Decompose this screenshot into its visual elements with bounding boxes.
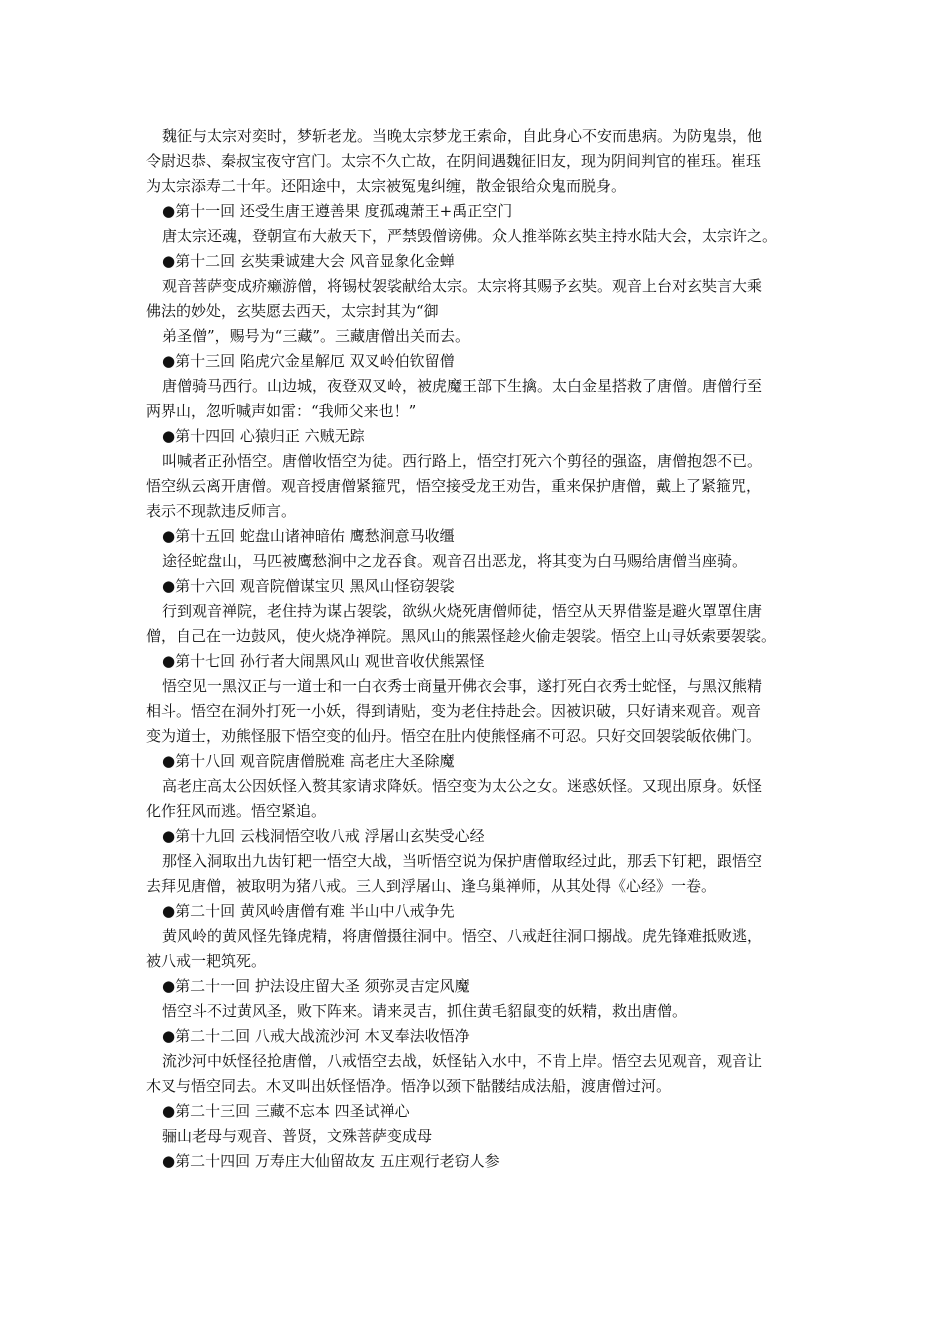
paragraph-line: 途径蛇盘山，马匹被鹰愁涧中之龙吞食。观音召出恶龙，将其变为白马赐给唐僧当座骑。 bbox=[162, 552, 748, 570]
paragraph-line: 观音菩萨变成疥癞游僧，将锡杖袈裟献给太宗。太宗将其赐予玄奘。观音上台对玄奘言大乘 bbox=[162, 277, 763, 295]
chapter-heading: ●第十二回 玄奘秉诚建大会 风音显象化金蝉 bbox=[162, 252, 455, 270]
paragraph-line: 悟空纵云离开唐僧。观音授唐僧紧箍咒，悟空接受龙王劝告，重来保护唐僧，戴上了紧箍咒， bbox=[146, 477, 762, 495]
document-body bbox=[146, 124, 816, 1174]
paragraph-line: 两界山，忽听喊声如雷：“我师父来也！” bbox=[146, 402, 417, 420]
paragraph-line: 化作狂风而逃。悟空紧追。 bbox=[146, 802, 327, 820]
paragraph-line: 为太宗添寿二十年。还阳途中，太宗被冤鬼纠缠，散金银给众鬼而脱身。 bbox=[146, 177, 627, 195]
chapter-heading: ●第十九回 云栈洞悟空收八戒 浮屠山玄奘受心经 bbox=[162, 827, 485, 845]
chapter-heading: ●第十五回 蛇盘山诸神暗佑 鹰愁涧意马收缰 bbox=[162, 527, 455, 545]
chapter-heading: ●第十四回 心猿归正 六贼无踪 bbox=[162, 427, 365, 445]
paragraph-line: 弟圣僧”，赐号为“三藏”。三藏唐僧出关而去。 bbox=[162, 327, 471, 345]
chapter-heading: ●第二十四回 万寿庄大仙留故友 五庄观行老窃人参 bbox=[162, 1152, 500, 1170]
paragraph-line: 那怪入洞取出九齿钉耙一悟空大战，当听悟空说为保护唐僧取经过此，那丢下钉耙，跟悟空 bbox=[162, 852, 763, 870]
paragraph-line: 悟空见一黑汉正与一道士和一白衣秀士商量开佛衣会事，遂打死白衣秀士蛇怪，与黑汉熊精 bbox=[162, 677, 763, 695]
paragraph-line: 黄风岭的黄风怪先锋虎精，将唐僧摄往洞中。悟空、八戒赶往洞口搦战。虎先锋难抵败逃， bbox=[162, 927, 763, 945]
paragraph-line: 叫喊者正孙悟空。唐僧收悟空为徒。西行路上，悟空打死六个剪径的强盗，唐僧抱怨不已。 bbox=[162, 452, 763, 470]
paragraph-line: 唐僧骑马西行。山边城，夜登双叉岭，被虎魔王部下生擒。太白金星搭救了唐僧。唐僧行至 bbox=[162, 377, 763, 395]
paragraph-line: 变为道士，劝熊怪服下悟空变的仙丹。悟空在肚内使熊怪痛不可忍。只好交回袈裟皈依佛门。 bbox=[146, 727, 762, 745]
paragraph-line: 流沙河中妖怪径抢唐僧，八戒悟空去战，妖怪钻入水中，不肯上岸。悟空去见观音，观音让 bbox=[162, 1052, 763, 1070]
chapter-heading: ●第二十三回 三藏不忘本 四圣试禅心 bbox=[162, 1102, 410, 1120]
chapter-heading: ●第十三回 陷虎穴金星解厄 双叉岭伯钦留僧 bbox=[162, 352, 455, 370]
paragraph-line: 令尉迟恭、秦叔宝夜守宫门。太宗不久亡故，在阴间遇魏征旧友，现为阴间判官的崔珏。崔珏 bbox=[146, 152, 762, 170]
paragraph-line: 被八戒一耙筑死。 bbox=[146, 952, 267, 970]
paragraph-line: 行到观音禅院，老住持为谋占袈裟，欲纵火烧死唐僧师徒，悟空从天界借鉴是避火罩罩住唐 bbox=[162, 602, 763, 620]
paragraph-line: 悟空斗不过黄风圣，败下阵来。请来灵吉，抓住黄毛貂鼠变的妖精，救出唐僧。 bbox=[162, 1002, 688, 1020]
chapter-heading: ●第十八回 观音院唐僧脱难 高老庄大圣除魔 bbox=[162, 752, 455, 770]
paragraph-line: 相斗。悟空在洞外打死一小妖，得到请贴，变为老住持赴会。因被识破，只好请来观音。观音 bbox=[146, 702, 762, 720]
paragraph-line: 佛法的妙处，玄奘愿去西天，太宗封其为“御 bbox=[146, 302, 439, 320]
paragraph-line: 高老庄高太公因妖怪入赘其家请求降妖。悟空变为太公之女。迷惑妖怪。又现出原身。妖怪 bbox=[162, 777, 763, 795]
paragraph-line: 魏征与太宗对奕时，梦斩老龙。当晚太宗梦龙王索命，自此身心不安而患病。为防鬼祟，他 bbox=[162, 127, 763, 145]
paragraph-line: 唐太宗还魂，登朝宣布大赦天下，严禁毁僧谤佛。众人推举陈玄奘主持水陆大会，太宗许之。 bbox=[162, 227, 778, 245]
paragraph-line: 木叉与悟空同去。木叉叫出妖怪悟净。悟净以颈下骷髅结成法船，渡唐僧过河。 bbox=[146, 1077, 672, 1095]
chapter-heading: ●第十六回 观音院僧谋宝贝 黑风山怪窃袈裟 bbox=[162, 577, 455, 595]
chapter-heading: ●第十七回 孙行者大闹黑风山 观世音收伏熊罴怪 bbox=[162, 652, 485, 670]
chapter-heading: ●第二十二回 八戒大战流沙河 木叉奉法收悟净 bbox=[162, 1027, 470, 1045]
paragraph-line: 表示不现款违反师言。 bbox=[146, 502, 297, 520]
paragraph-line: 僧，自己在一边鼓风，使火烧净禅院。黑风山的熊罴怪趁火偷走袈裟。悟空上山寻妖索要袈裟。 bbox=[146, 627, 777, 645]
paragraph-line: 骊山老母与观音、普贤，文殊菩萨变成母 bbox=[162, 1127, 433, 1145]
paragraph-line: 去拜见唐僧，被取明为猪八戒。三人到浮屠山、逢乌巢禅师，从其处得《心经》一卷。 bbox=[146, 877, 717, 895]
chapter-heading: ●第二十回 黄风岭唐僧有难 半山中八戒争先 bbox=[162, 902, 455, 920]
chapter-heading: ●第二十一回 护法设庄留大圣 须弥灵吉定风魔 bbox=[162, 977, 470, 995]
chapter-heading: ●第十一回 还受生唐王遵善果 度孤魂萧王+禹正空门 bbox=[162, 202, 513, 220]
